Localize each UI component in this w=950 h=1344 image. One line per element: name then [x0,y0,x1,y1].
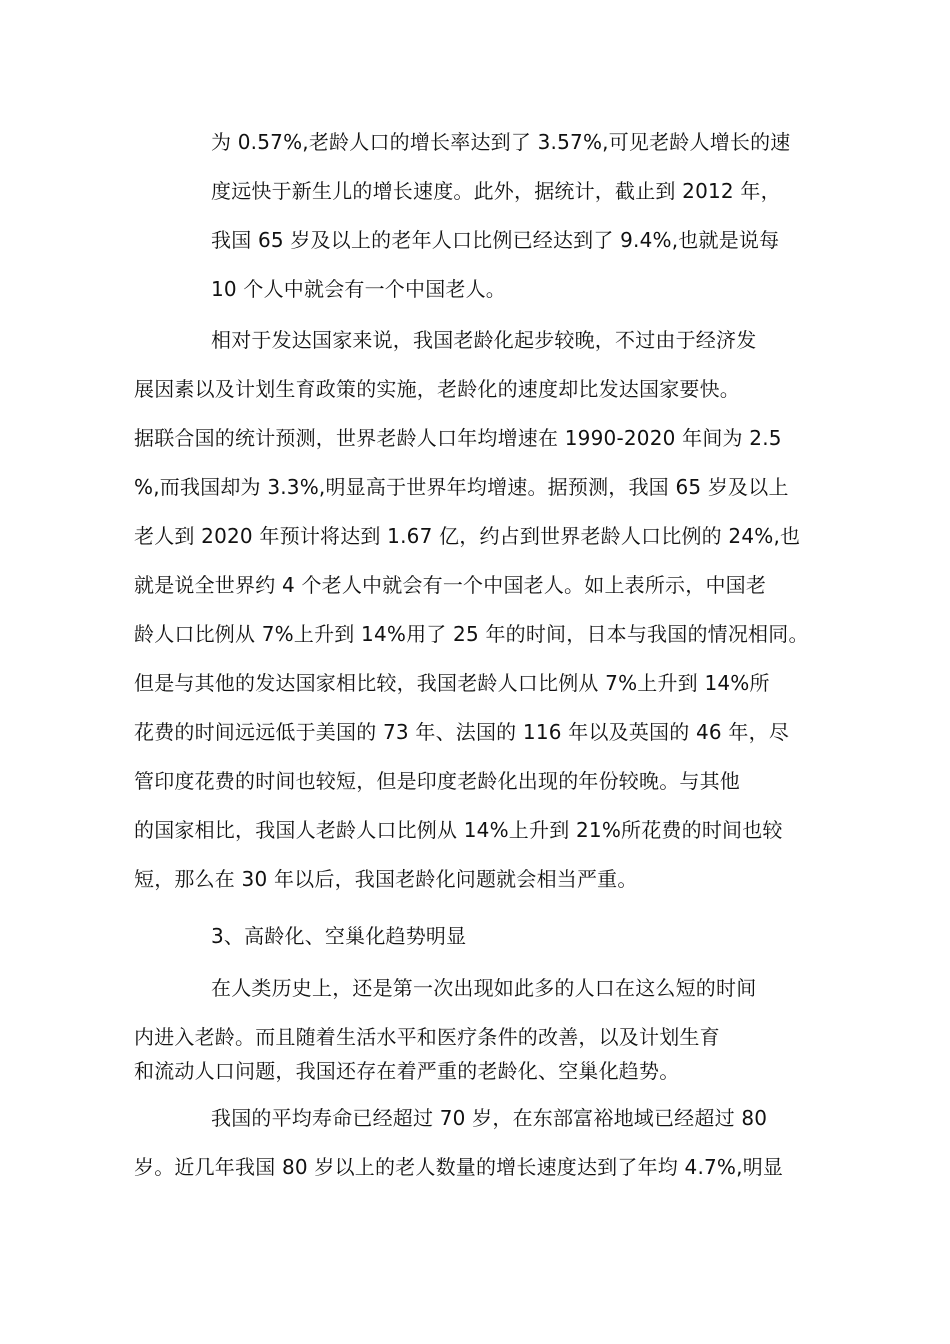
text-line: 花费的时间远远低于美国的 73 年、法国的 116 年以及英国的 46 年，尽 [134,720,790,744]
text-line: 管印度花费的时间也较短，但是印度老龄化出现的年份较晚。与其他 [134,769,740,793]
text-line: 的国家相比，我国人老龄人口比例从 14%上升到 21%所花费的时间也较 [134,818,783,842]
text-line: 我国 65 岁及以上的老年人口比例已经达到了 9.4%,也就是说每 [211,228,780,252]
text-line: 相对于发达国家来说，我国老龄化起步较晚，不过由于经济发 [211,328,757,352]
text-line: 短，那么在 30 年以后，我国老龄化问题就会相当严重。 [134,867,638,891]
text-line: 度远快于新生儿的增长速度。此外，据统计，截止到 2012 年， [211,179,781,203]
text-line: 内进入老龄。而且随着生活水平和医疗条件的改善，以及计划生育 [134,1025,720,1049]
text-line: 就是说全世界约 4 个老人中就会有一个中国老人。如上表所示，中国老 [134,573,767,597]
text-line: 和流动人口问题，我国还存在着严重的老龄化、空巢化趋势。 [134,1059,680,1083]
section-heading: 3、高龄化、空巢化趋势明显 [211,924,467,948]
text-line: 但是与其他的发达国家相比较，我国老龄人口比例从 7%上升到 14%所 [134,671,770,695]
text-line: 10 个人中就会有一个中国老人。 [211,277,507,301]
text-line: 据联合国的统计预测，世界老龄人口年均增速在 1990-2020 年间为 2.5 [134,426,782,450]
text-line: 老人到 2020 年预计将达到 1.67 亿，约占到世界老龄人口比例的 24%,也 [134,524,801,548]
text-line: 展因素以及计划生育政策的实施，老龄化的速度却比发达国家要快。 [134,377,740,401]
text-line: 为 0.57%,老龄人口的增长率达到了 3.57%,可见老龄人增长的速 [211,130,791,154]
text-line: 我国的平均寿命已经超过 70 岁，在东部富裕地域已经超过 80 [211,1106,768,1130]
text-line: 在人类历史上，还是第一次出现如此多的人口在这么短的时间 [211,976,757,1000]
text-line: 岁。近几年我国 80 岁以上的老人数量的增长速度达到了年均 4.7%,明显 [134,1155,784,1179]
text-line: %,而我国却为 3.3%,明显高于世界年均增速。据预测，我国 65 岁及以上 [134,475,789,499]
text-line: 龄人口比例从 7%上升到 14%用了 25 年的时间，日本与我国的情况相同。 [134,622,809,646]
